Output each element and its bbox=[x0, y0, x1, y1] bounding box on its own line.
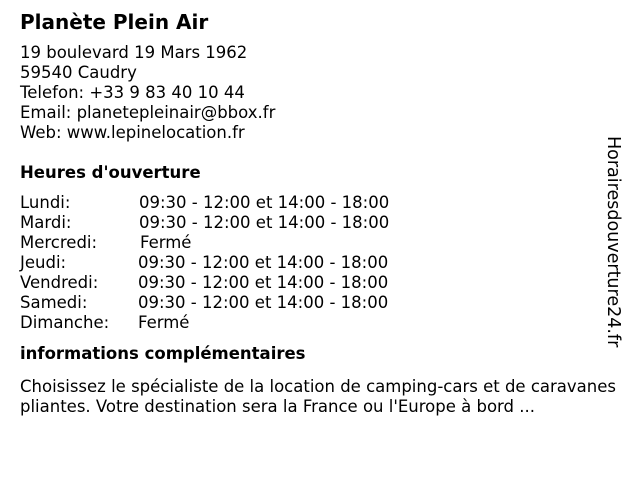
day-label: Mercredi: bbox=[20, 233, 98, 252]
time-range: Fermé bbox=[138, 313, 190, 332]
business-description: Choisissez le spécialiste de la location de camping-cars et de caravanes pliantes. Votre destination sera la France ou l'Europe à bord ... bbox=[20, 377, 616, 416]
time-range: Fermé bbox=[140, 233, 192, 252]
additional-info-heading: informations complémentaires bbox=[20, 344, 306, 363]
time-range: 09:30 - 12:00 et 14:00 - 18:00 bbox=[138, 253, 389, 272]
email-address: Email: planetepleinair@bbox.fr bbox=[20, 103, 276, 122]
time-range: 09:30 - 12:00 et 14:00 - 18:00 bbox=[139, 193, 390, 212]
day-label: Samedi: bbox=[20, 293, 88, 312]
website: Web: www.lepinelocation.fr bbox=[20, 123, 245, 142]
hours-row-tuesday bbox=[20, 213, 610, 233]
opening-hours-table bbox=[20, 193, 610, 333]
business-name: Planète Plein Air bbox=[20, 10, 209, 34]
hours-row-wednesday bbox=[20, 233, 610, 253]
day-label: Lundi: bbox=[20, 193, 71, 212]
hours-row-saturday bbox=[20, 293, 610, 313]
site-watermark: Horairesdouverture24.fr bbox=[603, 136, 623, 348]
time-range: 09:30 - 12:00 et 14:00 - 18:00 bbox=[138, 273, 389, 292]
day-label: Dimanche: bbox=[20, 313, 110, 332]
hours-row-friday bbox=[20, 273, 610, 293]
day-label: Mardi: bbox=[20, 213, 72, 232]
time-range: 09:30 - 12:00 et 14:00 - 18:00 bbox=[138, 293, 389, 312]
hours-row-sunday bbox=[20, 313, 610, 333]
phone-number: Telefon: +33 9 83 40 10 44 bbox=[20, 83, 245, 102]
day-label: Jeudi: bbox=[20, 253, 67, 272]
address-street: 19 boulevard 19 Mars 1962 bbox=[20, 43, 248, 62]
day-label: Vendredi: bbox=[20, 273, 99, 292]
address-city: 59540 Caudry bbox=[20, 63, 137, 82]
time-range: 09:30 - 12:00 et 14:00 - 18:00 bbox=[139, 213, 390, 232]
opening-hours-heading: Heures d'ouverture bbox=[20, 163, 201, 182]
hours-row-thursday bbox=[20, 253, 610, 273]
hours-row-monday bbox=[20, 193, 610, 213]
